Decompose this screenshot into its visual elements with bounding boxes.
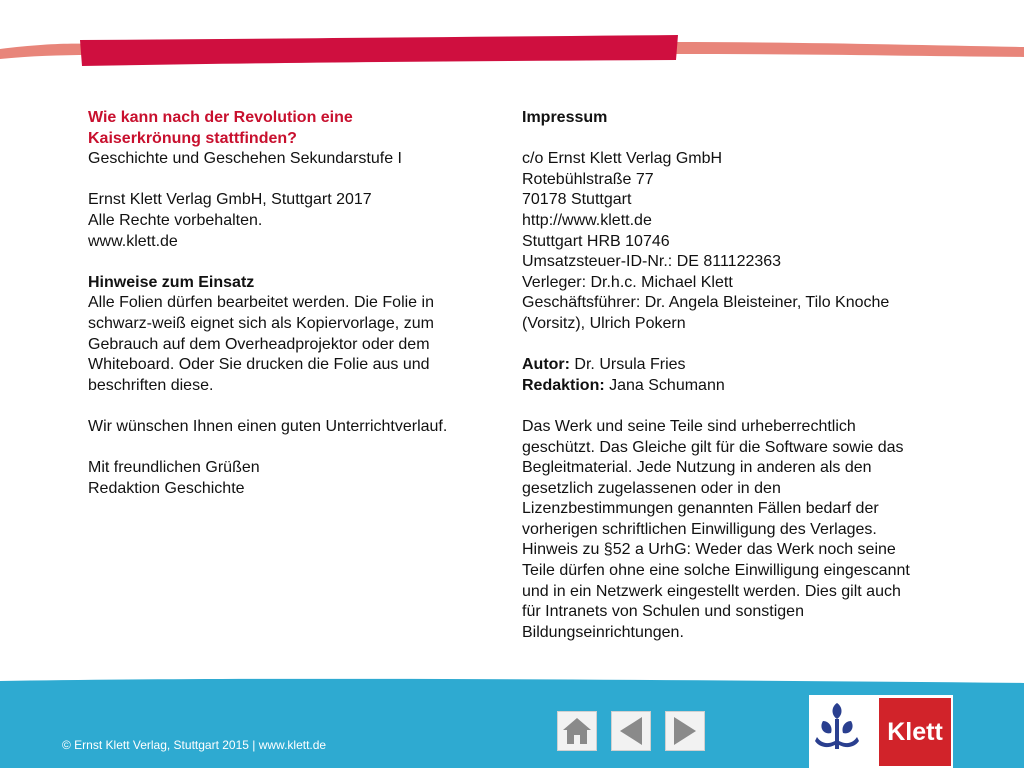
series-subtitle: Geschichte und Geschehen Sekundarstufe I xyxy=(88,150,402,168)
legal-line: für Intranets von Schulen und sonstigen xyxy=(522,603,804,621)
spacer xyxy=(88,252,488,273)
hints-heading: Hinweise zum Einsatz xyxy=(88,273,255,291)
home-button[interactable] xyxy=(557,711,597,751)
right-column-impressum xyxy=(522,108,942,643)
slide-title-line2: Kaiserkrönung stattfinden? xyxy=(88,129,297,147)
address-line: 70178 Stuttgart xyxy=(522,191,632,209)
address-line: http://www.klett.de xyxy=(522,211,652,229)
legal-line: Hinweis zu §52 a UrhG: Weder das Werk noch seine xyxy=(522,541,896,559)
spacer xyxy=(522,129,942,150)
legal-line: Das Werk und seine Teile sind urheberrechtlich xyxy=(522,417,856,435)
header-brush-decoration xyxy=(0,30,1024,70)
rights-line: Alle Rechte vorbehalten. xyxy=(88,211,263,229)
previous-slide-button[interactable] xyxy=(611,711,651,751)
slide-title-line1: Wie kann nach der Revolution eine xyxy=(88,109,353,126)
address-line: Geschäftsführer: Dr. Angela Bleisteiner, Tilo Knoche xyxy=(522,294,890,312)
legal-line: Teile dürfen ohne eine solche Einwilligung eingescannt xyxy=(522,562,910,580)
legal-line: Bildungseinrichtungen. xyxy=(522,623,684,641)
address-line: Umsatzsteuer-ID-Nr.: DE 811122363 xyxy=(522,253,782,271)
author-line xyxy=(522,355,942,376)
website-line: www.klett.de xyxy=(88,232,178,250)
hints-line: schwarz-weiß eignet sich als Kopiervorlage, zum xyxy=(88,314,434,332)
editor-line xyxy=(522,376,942,397)
wish-line: Wir wünschen Ihnen einen guten Unterrichtverlauf. xyxy=(88,417,448,435)
klett-logo xyxy=(809,695,953,768)
spacer xyxy=(522,335,942,356)
editor-value: Jana Schumann xyxy=(604,376,725,394)
klett-wordmark-box xyxy=(879,698,951,766)
address-line: (Vorsitz), Ulrich Pokern xyxy=(522,314,686,332)
legal-line: Begleitmaterial. Jede Nutzung in anderen als den xyxy=(522,459,872,477)
address-line: Verleger: Dr.h.c. Michael Klett xyxy=(522,273,733,291)
hints-line: beschriften diese. xyxy=(88,376,214,394)
footer-bar xyxy=(0,677,1024,768)
home-icon xyxy=(558,712,596,750)
next-slide-button[interactable] xyxy=(665,711,705,751)
spacer xyxy=(88,396,488,417)
copyright-text: © Ernst Klett Verlag, Stuttgart 2015 | www.klett.de xyxy=(62,738,327,752)
spacer xyxy=(522,396,942,417)
legal-line: gesetzlich zugelassenen oder in den xyxy=(522,479,781,497)
arrow-right-icon xyxy=(666,712,704,750)
greeting-line: Mit freundlichen Grüßen xyxy=(88,459,260,477)
hints-line: Gebrauch auf dem Overheadprojektor oder dem xyxy=(88,335,430,353)
arrow-left-icon xyxy=(612,712,650,750)
legal-line: und in ein Netzwerk eingestellt werden. Dies gilt auch xyxy=(522,582,901,600)
author-value: Dr. Ursula Fries xyxy=(569,356,686,374)
author-label: Autor: xyxy=(522,356,570,374)
legal-line: geschützt. Das Gleiche gilt für die Software sowie das xyxy=(522,438,904,456)
spacer xyxy=(88,170,488,191)
impressum-heading: Impressum xyxy=(522,109,608,126)
address-line: c/o Ernst Klett Verlag GmbH xyxy=(522,150,723,168)
editor-label: Redaktion: xyxy=(522,376,605,394)
legal-line: Lizenzbestimmungen genannten Fällen bedarf der xyxy=(522,500,879,518)
legal-line: vorherigen schriftlichen Einwilligung des Verlages. xyxy=(522,520,877,538)
address-line: Stuttgart HRB 10746 xyxy=(522,232,670,250)
publisher-line: Ernst Klett Verlag GmbH, Stuttgart 2017 xyxy=(88,191,372,209)
hints-line: Alle Folien dürfen bearbeitet werden. Die Folie in xyxy=(88,294,434,312)
klett-wordmark: Klett xyxy=(887,718,943,746)
spacer xyxy=(88,438,488,459)
left-column xyxy=(88,108,488,499)
klett-clover-icon xyxy=(809,695,865,755)
signature-line: Redaktion Geschichte xyxy=(88,479,245,497)
hints-line: Whiteboard. Oder Sie drucken die Folie aus und xyxy=(88,356,430,374)
address-line: Rotebühlstraße 77 xyxy=(522,170,654,188)
